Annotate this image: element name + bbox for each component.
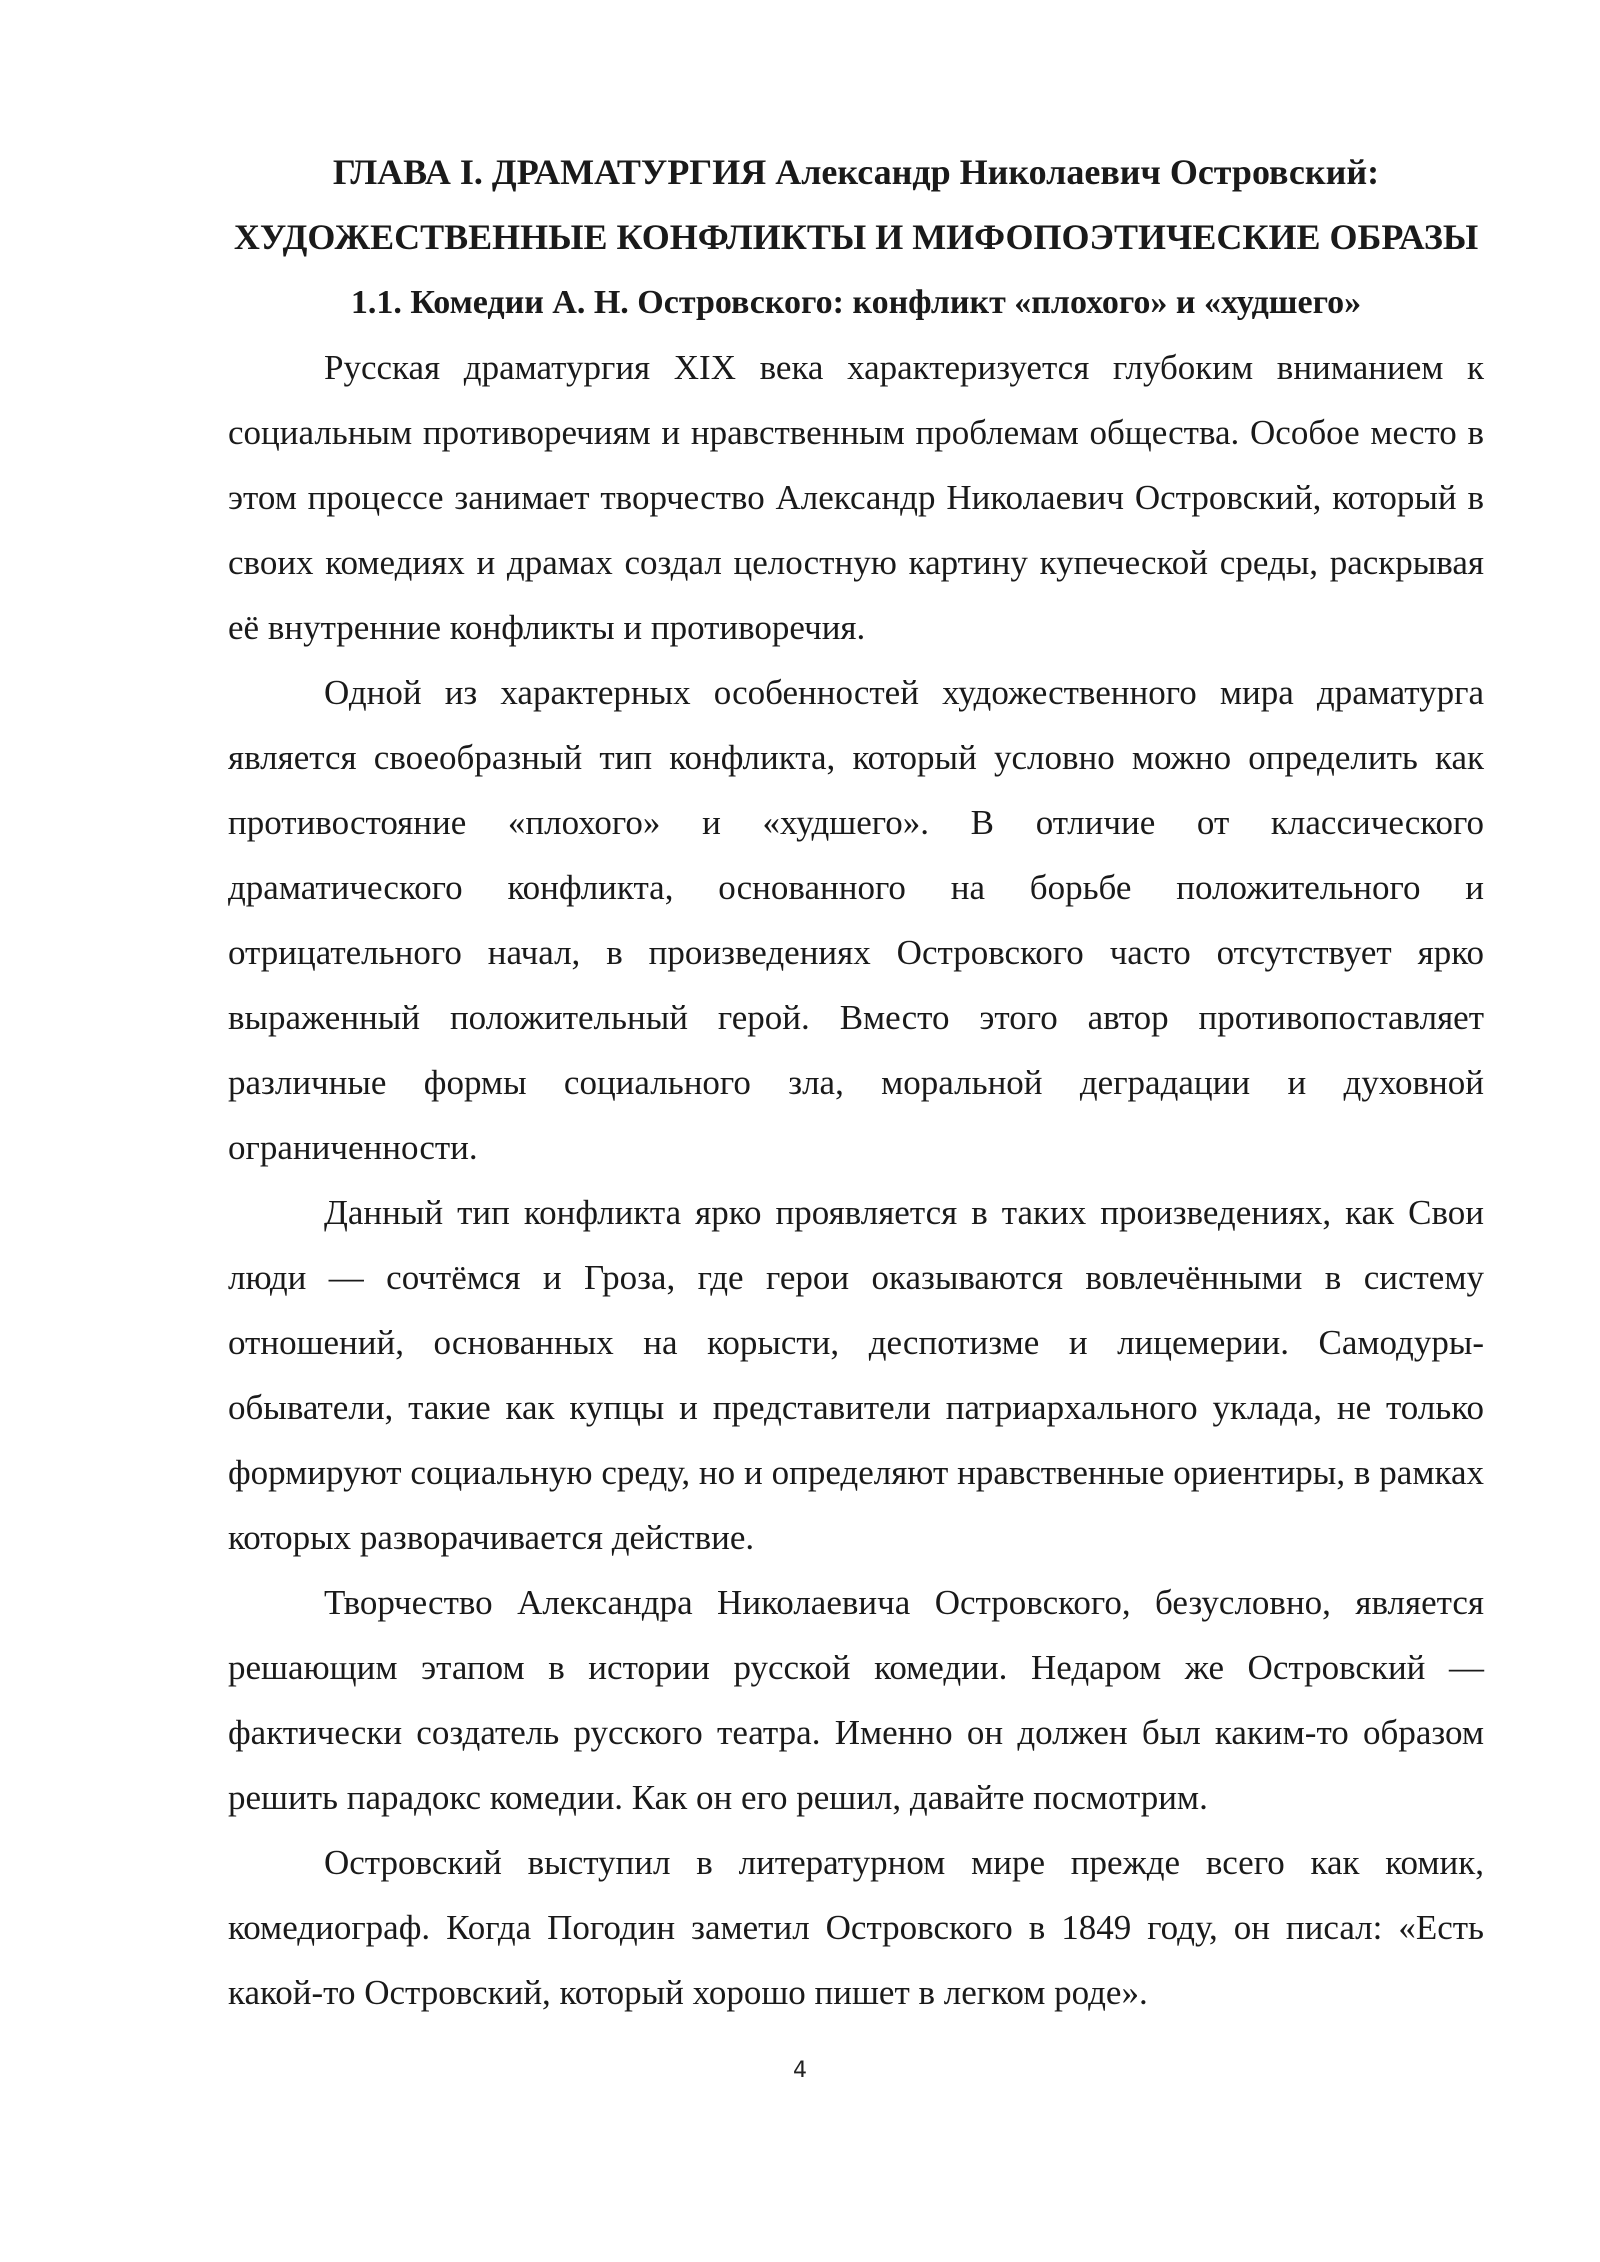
paragraph-3: Данный тип конфликта ярко проявляется в таких произведениях, как Свои люди — сочтёмся и Гроза, где герои оказываются вовлечёнными в систему отношений, основанных на корысти, деспотизме и лицемерии. Самодуры-обыватели, такие как купцы и представители патриархального уклада, не только формируют социальную среду, но и определяют нравственные ориентиры, в рамках которых разворачивается действие.	[228, 1193, 1484, 1557]
page-content	[228, 140, 1484, 2025]
paragraph-2: Одной из характерных особенностей художественного мира драматурга является своеобразный тип конфликта, который условно можно определить как противостояние «плохого» и «худшего». В отличие от классического драматического конфликта, основанного на борьбе положительного и отрицательного начал, в произведениях Островского часто отсутствует ярко выраженный положительный герой. Вместо этого автор противопоставляет различные формы социального зла, моральной деградации и духовной ограниченности.	[228, 673, 1484, 1167]
paragraph-5: Островский выступил в литературном мире прежде всего как комик, комедиограф. Когда Погодин заметил Островского в 1849 году, он писал: «Есть какой-то Островский, который хорошо пишет в легком роде».	[228, 1843, 1484, 2012]
section-title: 1.1. Комедии А. Н. Островского: конфликт «плохого» и «худшего»	[350, 284, 1362, 321]
paragraph-4: Творчество Александра Николаевича Островского, безусловно, является решающим этапом в истории русской комедии. Недаром же Островский — фактически создатель русского театра. Именно он должен был каким-то образом решить парадокс комедии. Как он его решил, давайте посмотрим.	[228, 1583, 1484, 1817]
paragraph-1: Русская драматургия XIX века характеризуется глубоким вниманием к социальным противоречиям и нравственным проблемам общества. Особое место в этом процессе занимает творчество Александр Николаевич Островский, который в своих комедиях и драмах создал целостную картину купеческой среды, раскрывая её внутренние конфликты и противоречия.	[228, 348, 1484, 647]
page-number: 4	[793, 2058, 807, 2083]
chapter-title: ГЛАВА I. ДРАМАТУРГИЯ Александр Николаевич Островский: ХУДОЖЕСТВЕННЫЕ КОНФЛИКТЫ И МИФОПОЭТИЧЕСКИЕ ОБРАЗЫ	[233, 152, 1479, 257]
